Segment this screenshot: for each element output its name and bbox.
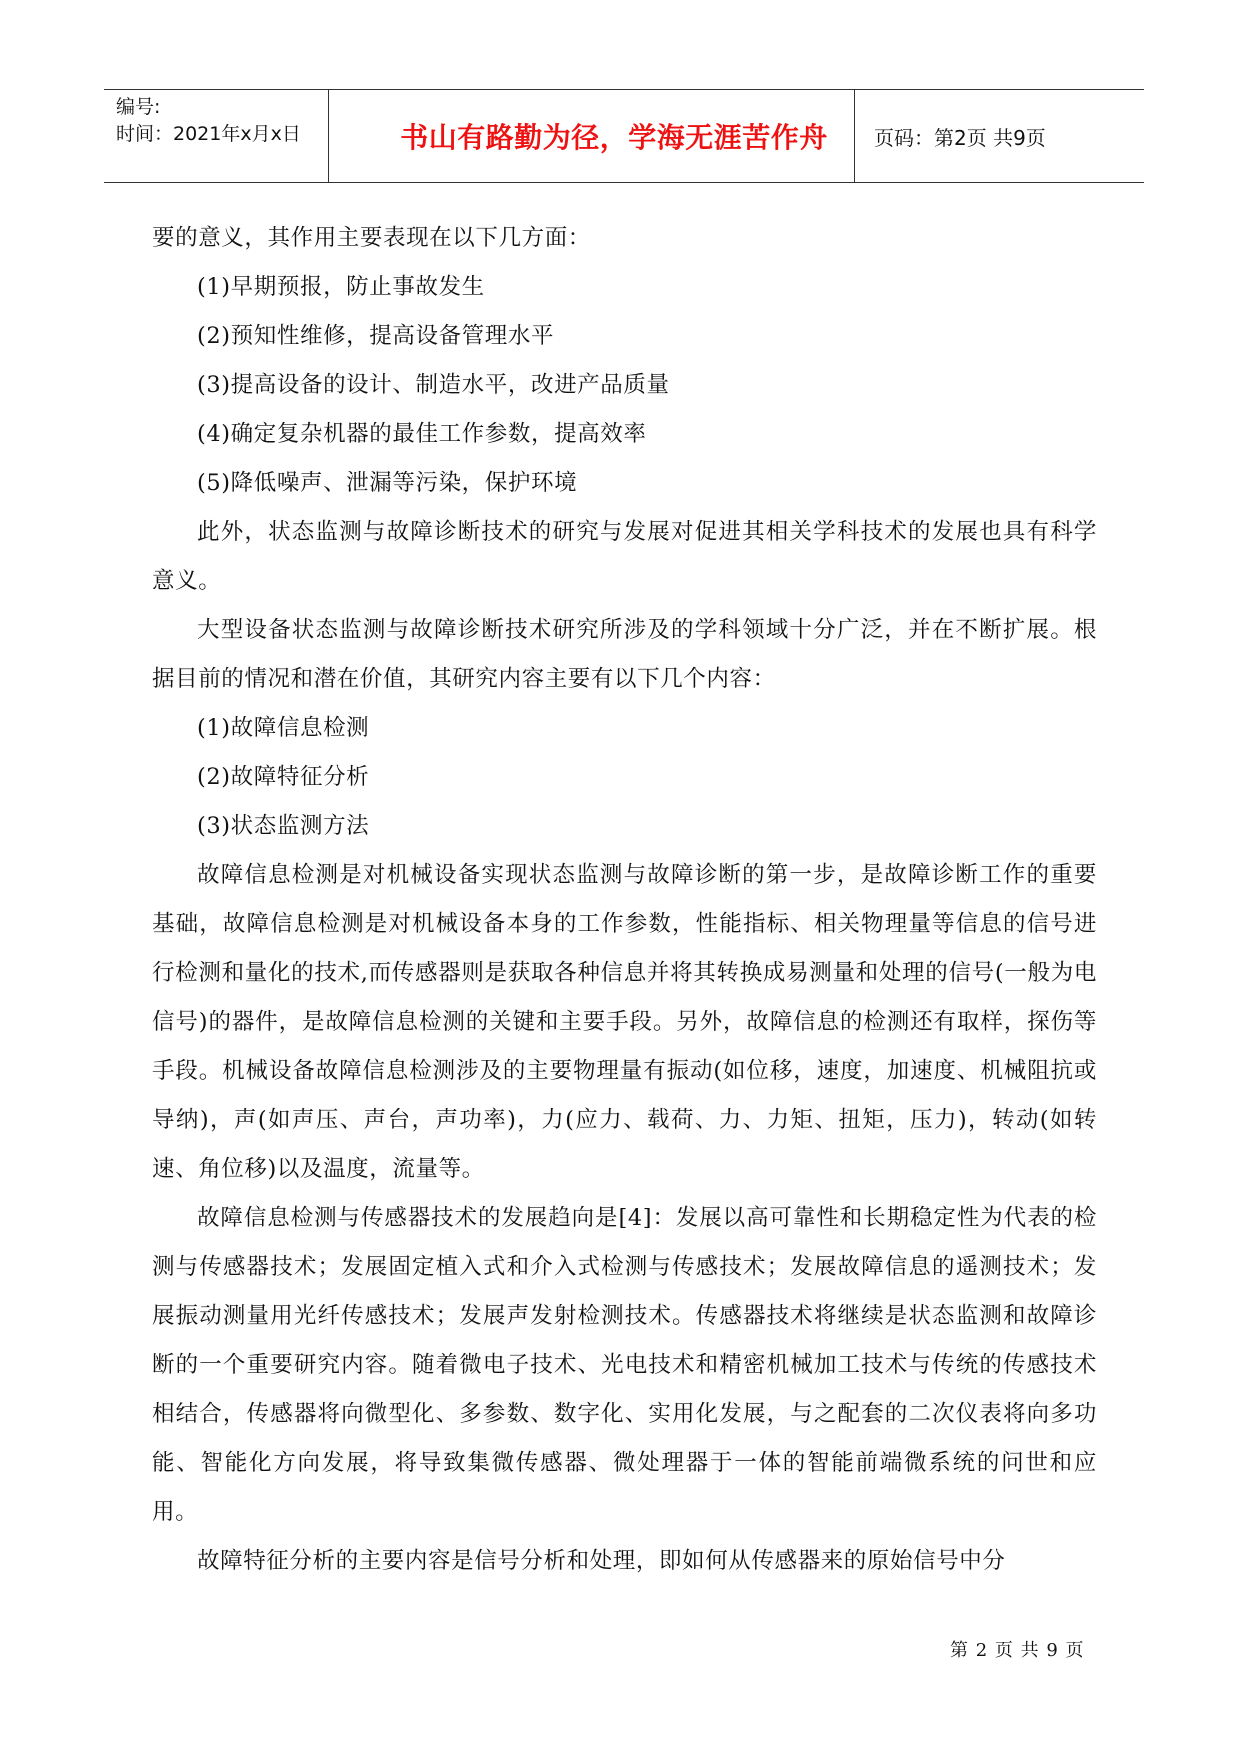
page-footer: 第 2 页 共 9 页 [950,1640,1085,1661]
header-motto: 书山有路勤为径，学海无涯苦作舟 [400,121,828,154]
list-item: (3)提高设备的设计、制造水平，改进产品质量 [197,372,670,398]
header-divider-right [854,90,855,182]
paragraph: 要的意义，其作用主要表现在以下几方面： [152,225,591,251]
page-header [104,89,1144,183]
list-item: (2)故障特征分析 [197,764,370,790]
list-item: (3)状态监测方法 [197,813,370,839]
header-divider-left [328,90,329,182]
document-time-label: 时间：2021年x月x日 [116,123,301,145]
paragraph: 此外，状态监测与故障诊断技术的研究与发展对促进其相关学科技术的发展也具有科学意义。 [152,519,1097,594]
paragraph: 故障信息检测是对机械设备实现状态监测与故障诊断的第一步，是故障诊断工作的重要基础，故障信息检测是对机械设备本身的工作参数，性能指标、相关物理量等信息的信号进行检测和量化的技术,而传感器则是获取各种信息并将其转换成易测量和处理的信号(一般为电信号)的器件，是故障信息检测的关键和主要手段。另外，故障信息的检测还有取样，探伤等手段。机械设备故障信息检测涉及的主要物理量有振动(如位移，速度，加速度、机械阻抗或导纳)，声(如声压、声台，声功率)，力(应力、载荷、力、力矩、扭矩，压力)，转动(如转速、角位移)以及温度，流量等。 [152,862,1097,1182]
header-page-number: 页码：第2页 共9页 [874,125,1046,150]
list-item: (1)早期预报，防止事故发生 [197,274,485,300]
document-number-label: 编号: [116,96,161,118]
list-item: (4)确定复杂机器的最佳工作参数，提高效率 [197,421,647,447]
paragraph: 故障特征分析的主要内容是信号分析和处理，即如何从传感器来的原始信号中分 [197,1548,1006,1574]
header-meta [116,94,301,148]
paragraph: 大型设备状态监测与故障诊断技术研究所涉及的学科领域十分广泛，并在不断扩展。根据目前的情况和潜在价值，其研究内容主要有以下几个内容： [152,617,1097,692]
paragraph: 故障信息检测与传感器技术的发展趋向是[4]：发展以高可靠性和长期稳定性为代表的检测与传感器技术；发展固定植入式和介入式检测与传感技术；发展故障信息的遥测技术；发展振动测量用光纤传感技术；发展声发射检测技术。传感器技术将继续是状态监测和故障诊断的一个重要研究内容。随着微电子技术、光电技术和精密机械加工技术与传统的传感技术相结合，传感器将向微型化、多参数、数字化、实用化发展，与之配套的二次仪表将向多功能、智能化方向发展，将导致集微传感器、微处理器于一体的智能前端微系统的问世和应用。 [152,1205,1097,1525]
document-body [152,214,1097,1586]
list-item: (5)降低噪声、泄漏等污染，保护环境 [197,470,578,496]
list-item: (1)故障信息检测 [197,715,370,741]
list-item: (2)预知性维修，提高设备管理水平 [197,323,555,349]
